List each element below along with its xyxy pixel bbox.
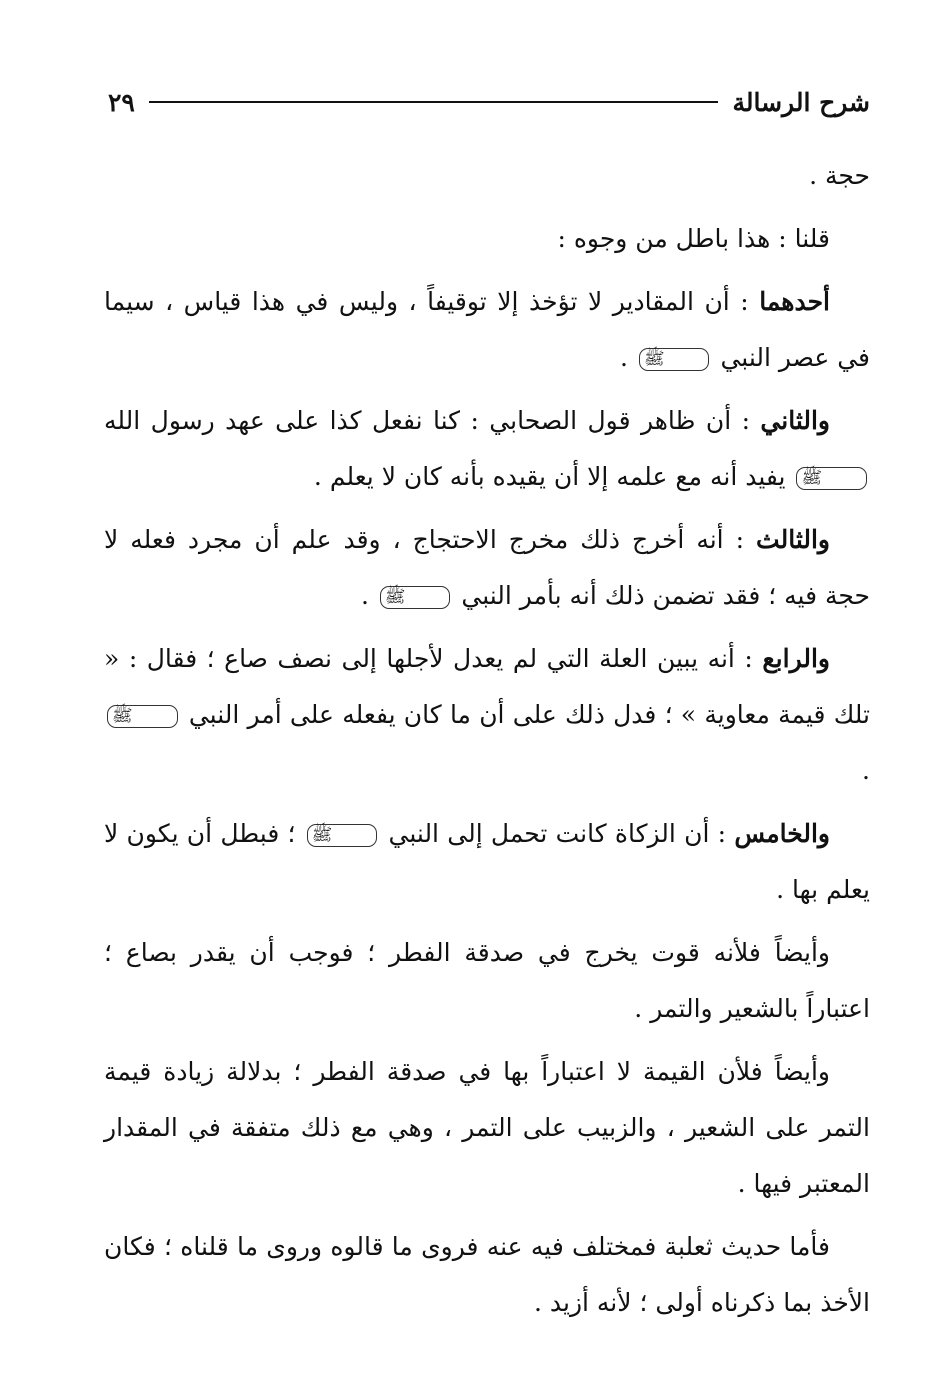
paragraph-lead: أحدهما [759, 287, 830, 316]
paragraph-lead: والخامس [734, 819, 830, 848]
paragraph-6: والخامس : أن الزكاة كانت تحمل إلى النبي ﷺ ؛ فبطل أن يكون لا يعلم بها . [104, 819, 870, 904]
paragraph-2: أحدهما : أن المقادير لا تؤخذ إلا توقيفاً ، وليس في هذا قياس ، سيما في عصر النبي ﷺ . [104, 287, 870, 372]
paragraph-3: والثاني : أن ظاهر قول الصحابي : كنا نفعل كذا على عهد رسول الله ﷺ يفيد أنه مع علمه إلا أن يقيده بأنه كان لا يعلم . [104, 393, 870, 505]
paragraph-lead: والثاني [760, 406, 830, 435]
honorific-icon: ﷺ [107, 705, 178, 728]
paragraph-8: وأيضاً فلأن القيمة لا اعتباراً بها في صدقة الفطر ؛ بدلالة زيادة قيمة التمر على الشعير ، والزبيب على التمر ، وهي مع ذلك متفقة في المقدار المعتبر فيها . [104, 1057, 870, 1198]
header-rule [149, 101, 719, 103]
running-title: شرح الرسالة [732, 87, 870, 117]
paragraph-1: قلنا : هذا باطل من وجوه : [557, 224, 830, 253]
honorific-icon: ﷺ [380, 586, 451, 609]
paragraph-lead: والرابع [762, 644, 830, 673]
paragraph-7: وأيضاً فلأنه قوت يخرج في صدقة الفطر ؛ فوجب أن يقدر بصاع ؛ اعتباراً بالشعير والتمر . [104, 938, 870, 1023]
running-header [108, 82, 870, 122]
honorific-icon: ﷺ [307, 824, 378, 847]
body-text [104, 148, 870, 1338]
honorific-icon: ﷺ [796, 467, 867, 490]
paragraph-4: والثالث : أنه أخرج ذلك مخرج الاحتجاج ، وقد علم أن مجرد فعله لا حجة فيه ؛ فقد تضمن ذلك أنه بأمر النبي ﷺ . [104, 525, 870, 610]
paragraph-9: فأما حديث ثعلبة فمختلف فيه عنه فروى ما قالوه وروى ما قلناه ؛ فكان الأخذ بما ذكرناه أولى ؛ لأنه أزيد . [104, 1232, 870, 1317]
paragraph-0: حجة . [809, 161, 870, 190]
paragraph-lead: والثالث [756, 525, 830, 554]
paragraph-5: والرابع : أنه يبين العلة التي لم يعدل لأجلها إلى نصف صاع ؛ فقال : « تلك قيمة معاوية » ؛ فدل ذلك على أن ما كان يفعله على أمر النبي ﷺ . [104, 644, 870, 785]
page-number: ٢٩ [108, 87, 135, 117]
honorific-icon: ﷺ [639, 348, 710, 371]
